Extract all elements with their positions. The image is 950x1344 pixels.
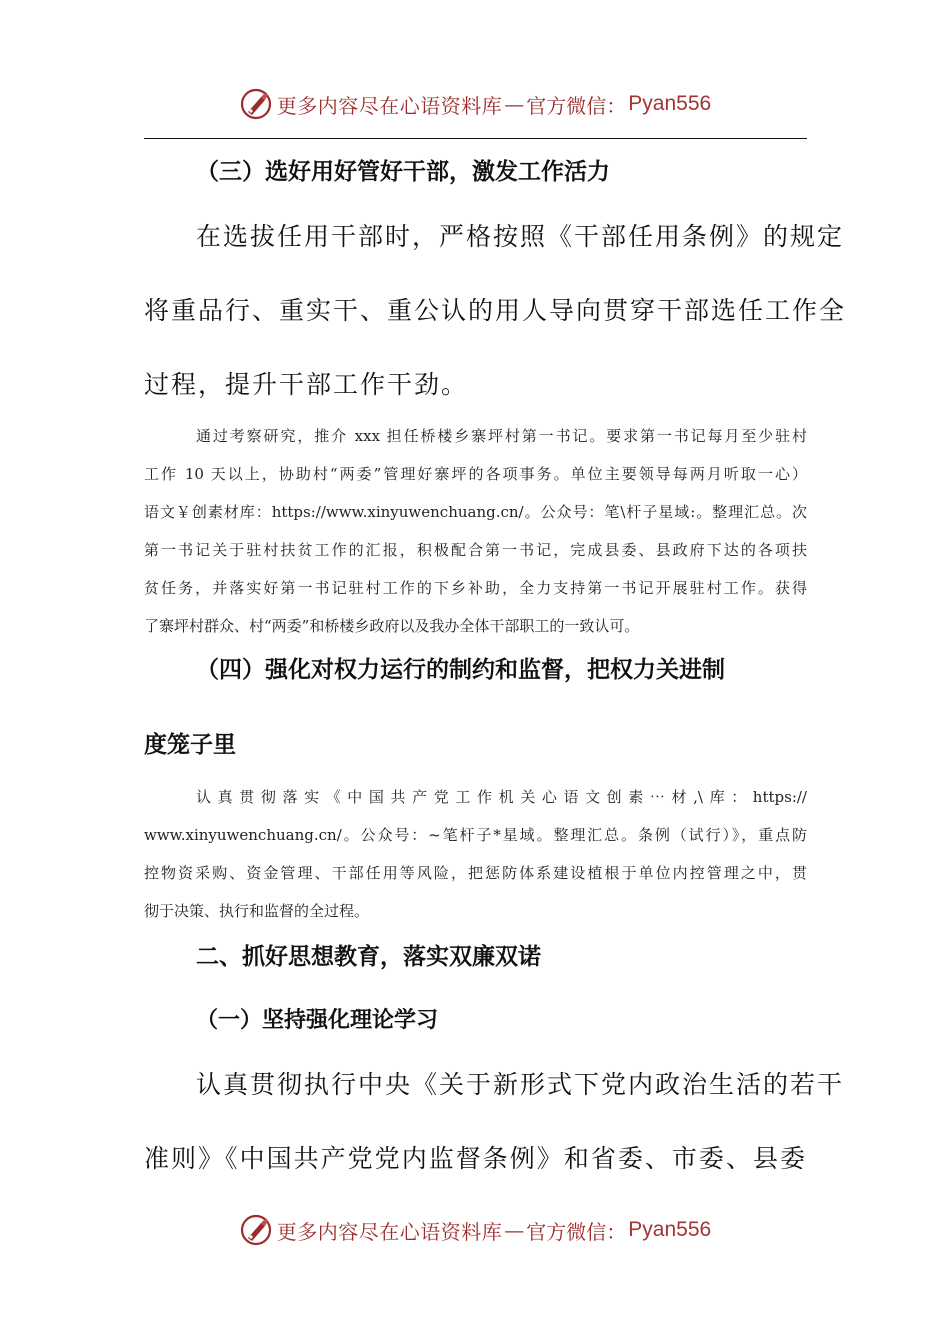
footer-banner: [0, 1208, 950, 1252]
section-heading-1: （一）坚持强化理论学习: [196, 1008, 439, 1033]
header-banner: [0, 82, 950, 126]
paragraph-2: [144, 417, 807, 645]
paragraph-3: [144, 778, 807, 930]
paragraph-4: [144, 1048, 845, 1196]
paragraph-line: 在选拔任用干部时，严格按照《干部任用条例》的规定: [196, 222, 845, 251]
header-separator: —: [504, 92, 525, 116]
header-rule: [144, 138, 807, 139]
paragraph-line: www.xinyuwenchuang.cn/。公众号：~笔杆子*星域。整理汇总。条例（试行）》，重点防: [144, 826, 807, 844]
paragraph-line: 第一书记关于驻村扶贫工作的汇报，积极配合第一书记，完成县委、县政府下达的各项扶: [144, 541, 807, 559]
header-wechat-id: Pyan556: [628, 92, 712, 115]
paragraph-line: 工作 10 天以上，协助村“两委”管理好寨坪的各项事务。单位主要领导每两月听取一心）: [144, 465, 807, 483]
footer-slogan: 更多内容尽在心语资料库: [276, 1219, 503, 1244]
paragraph-line: 语文￥创素材库：https://www.xinyuwenchuang.cn/。公众号：笔\杆子星域:。整理汇总。次: [144, 503, 807, 521]
paragraph-line: 准则》《中国共产党党内监督条例》和省委、市委、县委: [144, 1144, 807, 1173]
section-heading-4-continued: 度笼子里: [144, 731, 236, 758]
header-slogan: 更多内容尽在心语资料库: [276, 93, 503, 118]
footer-wechat-label: 官方微信：: [526, 1219, 627, 1244]
paragraph-line: 过程，提升干部工作干劲。: [144, 370, 469, 399]
chapter-heading-2: 二、抓好思想教育，落实双廉双诺: [196, 944, 541, 970]
paragraph-line: 彻于决策、执行和监督的全过程。: [144, 902, 370, 920]
paragraph-line: 控物资采购、资金管理、干部任用等风险，把惩防体系建设植根于单位内控管理之中，贯: [144, 864, 807, 882]
header-wechat-label: 官方微信：: [526, 93, 627, 118]
paragraph-line: 将重品行、重实干、重公认的用人导向贯穿干部选任工作全: [144, 296, 847, 325]
section-heading-3: （三）选好用好管好干部，激发工作活力: [196, 158, 610, 185]
paragraph-line: 认真贯彻落实《中国共产党工作机关心语文创素⋯材,\库：https://: [196, 788, 807, 806]
paragraph-1: [144, 200, 847, 422]
paragraph-line: 了寨坪村群众、村“两委”和桥楼乡政府以及我办全体干部职工的一致认可。: [144, 617, 640, 635]
pen-nib-icon: [239, 1213, 273, 1247]
footer-wechat-id: Pyan556: [628, 1218, 712, 1241]
paragraph-line: 贫任务，并落实好第一书记驻村工作的下乡补助，全力支持第一书记开展驻村工作。获得: [144, 579, 807, 597]
paragraph-line: 认真贯彻执行中央《关于新形式下党内政治生活的若干: [196, 1070, 845, 1099]
section-heading-4: （四）强化对权力运行的制约和监督，把权力关进制: [196, 656, 725, 683]
footer-separator: —: [504, 1218, 525, 1242]
pen-nib-icon: [239, 87, 273, 121]
paragraph-line: 通过考察研究，推介 xxx 担任桥楼乡寨坪村第一书记。要求第一书记每月至少驻村: [196, 427, 807, 445]
